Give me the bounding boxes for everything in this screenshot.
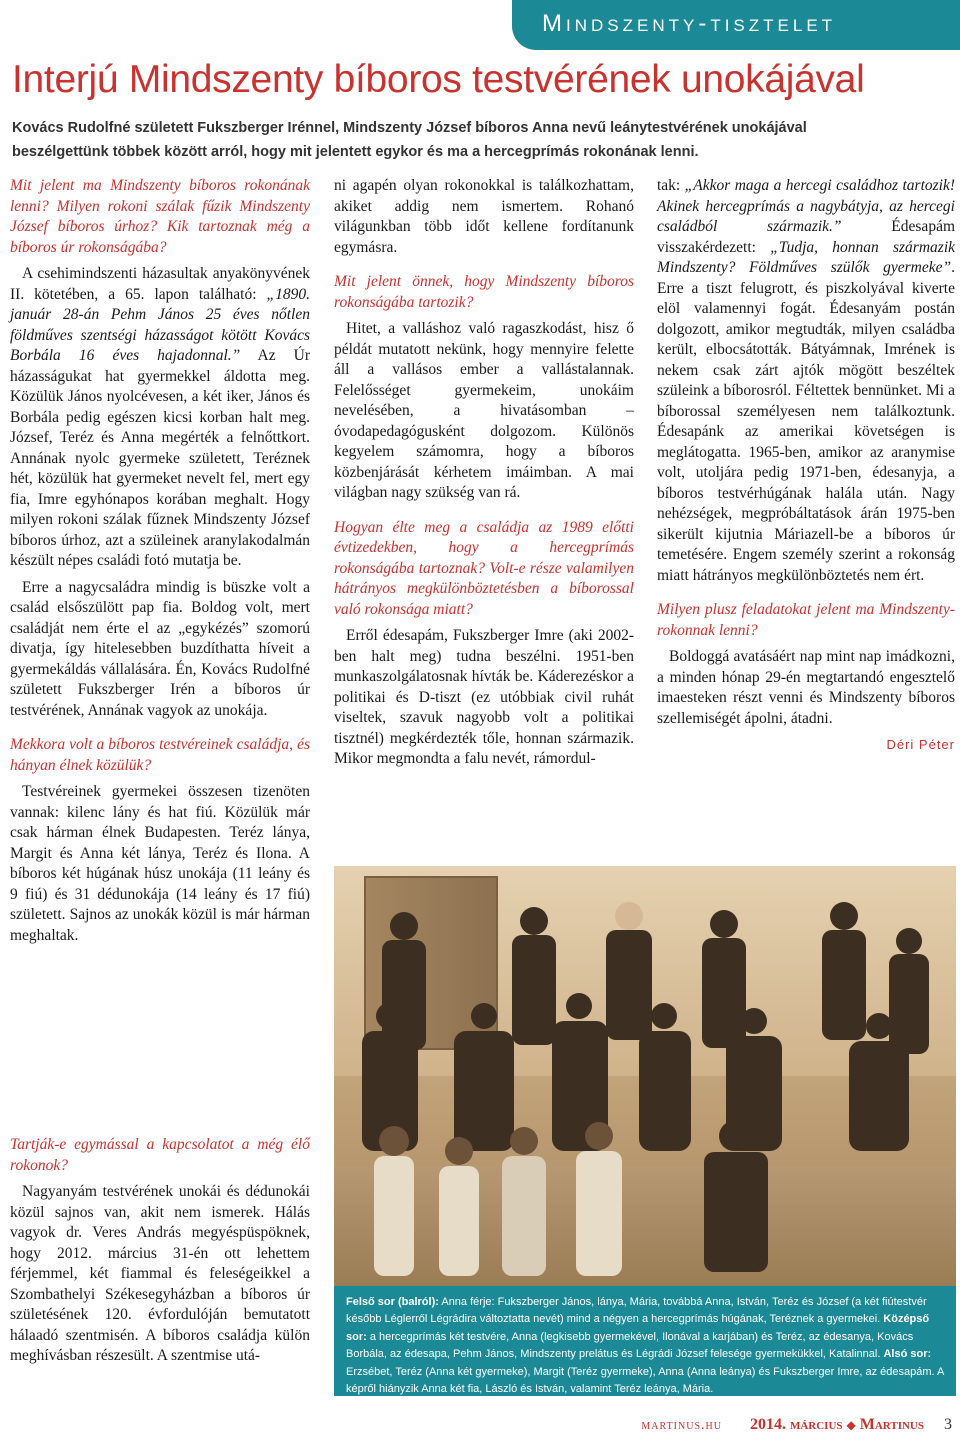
lead-line-2: beszélgettünk többek között arról, hogy mit jelentett egykor és ma a hercegprímás rokonának lenni. bbox=[12, 144, 699, 160]
caption-label-bottom: Alsó sor: bbox=[883, 1348, 932, 1361]
answer-5-continued bbox=[657, 176, 955, 586]
answer-2: Testvéreinek gyermekei összesen tizenöten vannak: kilenc lány és hat fiú. Közülük már csak hárman élnek Budapesten. Teréz lánya, Margit és Anna két lánya, Teréz és Ilona. A bíboros két húgának húsz unokája (11 leány és 9 fiú) és 31 dédunokája (14 leány és 17 fiú) született. Sajnos az unokák közül is már hárman meghaltak. bbox=[10, 783, 310, 944]
answer-3: Nagyanyám testvérének unokái és dédunokái közül sajnos van, akit nem ismerek. Hálás vagyok dr. Veres András megyéspüspöknek, hogy 2012. március 31-én ott lehettem férjemmel, két fiammal és feleségeikkel a Szombathelyi Székesegyházban a bíboros úr születésének 120. évfordulóján bemutatott hálaadó szentmisén. A bíboros családja külön meghívásban részesült. A szentmise utá- bbox=[10, 1183, 310, 1364]
footer-magazine: Martinus bbox=[859, 1416, 924, 1433]
column-3 bbox=[657, 176, 955, 756]
father-quote: „Tudja, honnan származik Mindszenty? Földműves szülők gyermeke” bbox=[657, 238, 956, 276]
question-1: Mit jelent ma Mindszenty bíboros rokonának lenni? Milyen rokoni szálak fűzik Mindszenty József bíboros úrhoz? Kik tartoznak még a bíboros úr rokonságába? bbox=[10, 177, 310, 256]
caption-label-middle: Középső sor: bbox=[346, 1313, 930, 1343]
officer-quote: „Akkor maga a hercegi családhoz tartozik! Akinek hercegprímás a nagybátyja, az hercegi családból származik.” bbox=[657, 177, 956, 235]
answer-5-c: Édesapám visszakérdezett: bbox=[657, 218, 955, 256]
answer-3-continued: ni agapén olyan rokonokkal is találkozhattam, akiket addig nem ismertem. Rohanó világunkban több időt kellene fordítanunk egymásra. bbox=[334, 177, 634, 256]
photo-caption bbox=[334, 1286, 956, 1396]
family-photo bbox=[334, 866, 956, 1286]
answer-5-a: tak: bbox=[657, 177, 685, 194]
question-6: Milyen plusz feladatokat jelent ma Mindszenty-rokonnak lenni? bbox=[657, 601, 955, 639]
caption-text-middle: a hercegprímás két testvére, Anna (legkisebb gyermekével, Ilonával a karjában) és Teréz, az édesanya, Kovács Borbála, az édesapa, Pehm János, Mindszenty prelátus és Légrádi József felesége gyermekükkel, Katalinnal. bbox=[346, 1330, 914, 1361]
caption-label-top: Felső sor (balról): bbox=[346, 1296, 439, 1308]
answer-5: Erről édesapám, Fukszberger Imre (aki 2002-ben halt meg) tudna beszélni. 1951-ben munkaszolgálatosnak hívták be. Káderezéskor a politikai és D-tiszt (ez utóbbiak civil ruhát viseltek, szavuk nagyobb volt a politikai tisztnél) megkérdezték tőle, honnan származik. Mikor megmondta a falu nevét, rámordul- bbox=[334, 627, 634, 767]
section-banner bbox=[512, 0, 960, 50]
question-4: Mit jelent önnek, hogy Mindszenty bíboros rokonságába tartozik? bbox=[334, 273, 634, 311]
answer-6: Boldoggá avatásáért nap mint nap imádkozni, a minden hónap 29-én megtartandó engesztelő imaesteken részt venni és Mindszenty bíboros szellemiségét ápolni, átadni. bbox=[657, 648, 955, 727]
family-figures bbox=[334, 866, 956, 1286]
column-1 bbox=[10, 176, 310, 952]
column-1-bottom bbox=[10, 1135, 310, 1373]
caption-text-top: Anna férje: Fukszberger János, lánya, Mária, továbbá Anna, István, Teréz és József (a két fiútestvér később Léglerről Légrádira változtatta nevét) mind a négyen a hercegprímás húgának, Teréznek a gyermekei. bbox=[346, 1296, 927, 1326]
footer-date: 2014. március bbox=[749, 1416, 843, 1433]
answer-1-c: Az Úr házasságukat hat gyermekkel áldotta meg. Közülük János nyolcévesen, a két iker, János és Borbála pedig egészen kicsi korban halt meg. József, Teréz és Anna megérték a felnőttkort. Annának nyolc gyermeke született, Teréznek hét, közülük hat gyermeket nevelt fel, mert egy fia, Imre egyhónapos korában meghalt. Hogy milyen rokoni szálak fűznek Mindszenty József bíboros úrhoz, azt a szüleinek aranylakodalmán készült népes családi fotó mutatja be. bbox=[10, 347, 311, 569]
footer-site: martinus.hu bbox=[641, 1418, 722, 1433]
question-2: Mekkora volt a bíboros testvéreinek családja, és hányan élnek közülük? bbox=[10, 736, 310, 774]
answer-1-paragraph-2: Erre a nagycsaládra mindig is büszke volt a család elsőszülött pap fia. Boldog volt, mert családját nem érte el az „egykézés” szomorú divatja, így hitelesebben buzdíthatta híveit a gyermekáldás vállalására. Én, Kovács Rudolfné született Fukszberger Irén a bíboros úr testvérének, Annának vagyok az unokája. bbox=[10, 578, 310, 719]
column-2 bbox=[334, 176, 634, 776]
question-3: Tartják-e egymással a kapcsolatot a még élő rokonok? bbox=[10, 1136, 310, 1174]
answer-1 bbox=[10, 264, 310, 572]
caption-text-bottom: Erzsébet, Teréz (Anna két gyermeke), Margit (Teréz gyermeke), Anna (Anna leánya) és Fukszberger Imre, az édesapám. A képről hiányzik Anna két fia, László és István, valamint Teréz leánya, Mária. bbox=[346, 1365, 944, 1396]
article-lead bbox=[12, 116, 952, 164]
question-5: Hogyan élte meg a családja az 1989 előtti évtizedekben, hogy a hercegprímás rokonságába tartoznak? Volt-e része valamilyen hátrányos megkülönböztetésben a bíborossal való rokonsága miatt? bbox=[334, 518, 634, 618]
author-signature: Déri Péter bbox=[886, 737, 955, 752]
article-title: Interjú Mindszenty bíboros testvérének unokájával bbox=[12, 58, 865, 101]
section-label: Mindszenty-tisztelet bbox=[542, 10, 837, 37]
lead-line-1: Kovács Rudolfné született Fukszberger Irénnel, Mindszenty József bíboros Anna nevű leánytestvérének unokájával bbox=[12, 120, 807, 136]
footer-separator: ◆ bbox=[846, 1418, 856, 1432]
answer-5-e: . Erre a tiszt felugrott, és piszkolyával kiverte elöl valamennyi fogát. Édesanyám postán dolgozott, amikor megtudták, milyen családba került, elbocsátották. Bátyámnak, Imrének is nekem csak zárt ajtók mögött beszéltek szüleink a bíborosról. Féltettek bennünket. Mi a bíborossal személyesen nem találkoztunk. Édesapánk az amerikai követségen is meglátogatta. 1965-ben, amikor az aranymise volt, utoljára pedig 1971-ben, édesanyja, a bíboros testvérhúgának halála után. Nagy nehézségek, megpróbáltatások árán 1975-ben sikerült kijutnia Máriazell-be a bíboros úr temetésére. Engem személy szerint a rokonság miatt hátrányos megkülönböztetés nem ért. bbox=[657, 259, 955, 584]
page-number: 3 bbox=[944, 1416, 952, 1433]
answer-1-a: A csehimindszenti házasultak anyakönyvének II. kötetében, a 65. lapon található: bbox=[10, 265, 310, 303]
register-quote: „1890. január 28-án Pehm János 25 éves nőtlen földműves szentségi házasságot kötött Kovács Borbála 16 éves hajadonnal.” bbox=[10, 285, 310, 364]
page-footer bbox=[641, 1416, 952, 1434]
answer-4: Hitet, a valláshoz való ragaszkodást, hisz ő példát mutatott nekünk, hogy mennyire felette áll a vallásos ember a vallástalannak. Felelősséget gyermekeim, unokáim nevelésében, a hivatásomban – óvodapedagógusként dolgozom. Különös kegyelem számomra, hogy a bíboros közbenjárását kérhetem imáimban. A mai világban nagy szükség van rá. bbox=[334, 320, 634, 501]
